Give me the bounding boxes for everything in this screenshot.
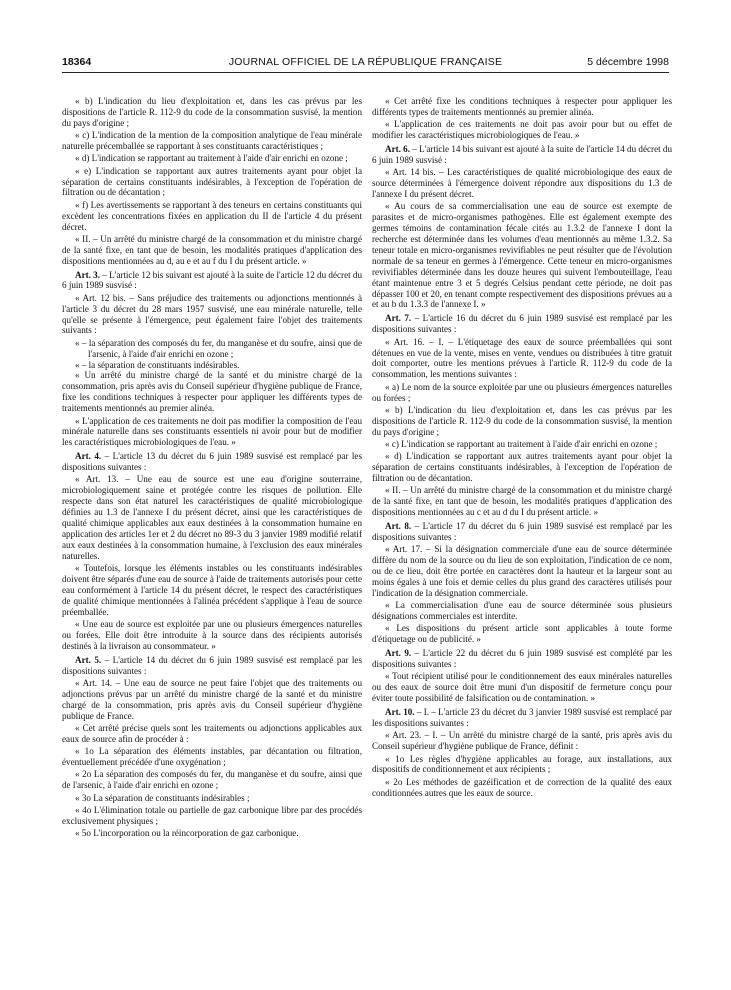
article-paragraph (372, 313, 672, 335)
list-item: « – la séparation de constituants indésirables. (75, 359, 240, 370)
paragraph: « Toutefois, lorsque les éléments instables ou les constituants indésirables doivent être séparés d'une eau de source à l'aide de traitements autorisés pour cette eau conformément à l'article 14 du présent décret, le respect des caractéristiques de qualité chimique mentionnées à l'alinéa précédent s'applique à l'eau de source préemballée. (62, 563, 362, 617)
article-paragraph (372, 648, 672, 670)
article-label: Art. 9. (385, 648, 412, 659)
article-paragraph (372, 144, 672, 166)
article-label: Art. 5. (75, 654, 102, 665)
paragraph: « Art. 14. – Une eau de source ne peut faire l'objet que des traitements ou adjonctions prévus par un arrêté du ministre chargé de la santé et du ministre chargé de la consommation, pris après avis du Conseil supérieur d'hygiène publique de France. (62, 677, 362, 721)
page-header (62, 56, 669, 73)
paragraph: « c) L'indication se rapportant au traitement à l'aide d'air enrichi en ozone ; (385, 438, 658, 449)
paragraph: « Art. 12 bis. – Sans préjudice des traitements ou adjonctions mentionnés à l'article 3 du décret du 28 mars 1957 susvisé, une eau minérale naturelle, telle qu'elle se présente à l'émergence, peut également faire l'objet des traitements suivants : (62, 292, 362, 336)
article-text: – I. – L'article 23 du décret du 3 janvier 1989 susvisé est remplacé par les dispositions suivantes : (372, 707, 672, 729)
paragraph: « f) Les avertissements se rapportant à des teneurs en certains constituants qui excèdent les concentrations fixées en application du II de l'article 4 du présent décret. (62, 199, 362, 232)
article-label: Art. 6. (385, 144, 411, 155)
article-text: – L'article 13 du décret du 6 juin 1989 susvisé est remplacé par les dispositions suivantes : (62, 451, 362, 473)
paragraph: « Cet arrêté précise quels sont les traitements ou adjonctions applicables aux eaux de source afin de procéder à : (62, 722, 362, 744)
paragraph: « Art. 13. – Une eau de source est une eau d'origine souterraine, microbiologiquement saine et protégée contre les risques de pollution. Elle respecte dans son état naturel les caractéristiques de qualité microbiologique définies au 1.3 de l'annexe I du présent décret, ainsi que les caractéristiques de qualité chimique applicables aux eaux destinées à la consommation humaine en application des articles 1er et 2 du décret no 89-3 du 3 janvier 1989 modifié relatif aux eaux destinées à la consommation humaine, à l'exclusion des eaux minérales naturelles. (62, 474, 362, 561)
paragraph: « La commercialisation d'une eau de source déterminée sous plusieurs désignations commerciales est interdite. (372, 600, 672, 622)
article-label: Art. 3. (75, 269, 101, 280)
article-text: – L'article 14 bis suivant est ajouté à la suite de l'article 14 du décret du 6 juin 1989 susvisé : (372, 144, 673, 165)
paragraph: « Au cours de sa commercialisation une eau de source est exempte de parasites et de micro-organismes pathogènes. Elle est également exempte des germes témoins de contamination fécale cités au 1.3.2 de l'annexe I dont la recherche est déterminée dans les volumes d'eau mentionnés au même 1.3.2. Sa teneur totale en micro-organismes revivifiables ne peut résulter que de l'évolution normale de sa teneur en germes à l'émergence. Cette teneur en micro-organismes revivifiables déterminée dans les douze heures qui suivent l'embouteillage, l'eau étant maintenue entre 3 et 5 degrés Celsius pendant cette période, ne doit pas dépasser 100 et 20, en tenant compte respectivement des dispositions prévues au a et au b du 1.3.3 de l'annexe I. » (372, 201, 672, 310)
right-column (372, 96, 672, 800)
paragraph: « a) Le nom de la source exploitée par une ou plusieurs émergences naturelles ou forées ; (372, 381, 672, 403)
article-text: – L'article 22 du décret du 6 juin 1989 susvisé est complété par les dispositions suivantes : (372, 648, 673, 670)
article-paragraph (62, 655, 362, 677)
article-text: – L'article 12 bis suivant est ajouté à la suite de l'article 12 du décret du 6 juin 1989 susvisé : (62, 269, 363, 291)
paragraph: « 3o La séparation de constituants indésirables ; (75, 792, 250, 803)
paragraph: « c) L'indication de la mention de la composition analytique de l'eau minérale naturelle précemballée se rapportant à ses constituants caractéristiques ; (62, 130, 362, 152)
paragraph: « 1o Les règles d'hygiène applicables au forage, aux installations, aux dispositifs de conditionnement et aux récipients ; (372, 753, 672, 775)
paragraph: « Art. 23. – I. – Un arrêté du ministre chargé de la santé, pris après avis du Conseil supérieur d'hygiène publique de France, définit : (372, 730, 672, 752)
article-paragraph (62, 451, 362, 473)
paragraph: « Art. 14 bis. – Les caractéristiques de qualité microbiologique des eaux de source déterminées à l'émergence doivent répondre aux dispositions du 1.3 de l'annexe I du présent décret. (372, 167, 672, 200)
list-item: « – la séparation des composés du fer, du manganèse et du soufre, ainsi que de l'arsenic, à l'aide d'air enrichi en ozone ; (75, 337, 362, 359)
article-text: – L'article 16 du décret du 6 juin 1989 susvisé est remplacé par les dispositions suivantes : (372, 313, 672, 335)
paragraph: « Tout récipient utilisé pour le conditionnement des eaux minérales naturelles ou des eaux de source doit être muni d'un dispositif de fermeture conçu pour éviter toute possibilité de falsification ou de contamination. » (372, 671, 672, 704)
article-paragraph (372, 521, 672, 543)
article-label: Art. 4. (75, 451, 102, 462)
publication-date: 5 décembre 1998 (587, 56, 669, 68)
paragraph: « Art. 16. – I. – L'étiquetage des eaux de source préemballées qui sont détenues en vue de la vente, mises en vente, vendues ou distribuées à titre gratuit doit comporter, outre les mentions prévues à l'article R. 112-9 du code de la consommation, les mentions suivantes : (372, 336, 672, 380)
journal-title: JOURNAL OFFICIEL DE LA RÉPUBLIQUE FRANÇAISE (228, 56, 503, 68)
paragraph: « d) L'indication se rapportant aux autres traitements ayant pour objet la séparation de certains constituants indésirables, à l'exception de l'opération de filtration ou de décantation. (372, 451, 672, 484)
article-text: – L'article 14 du décret du 6 juin 1989 susvisé est remplacé par les dispositions suivantes : (62, 654, 362, 676)
paragraph: « Un arrêté du ministre chargé de la santé et du ministre chargé de la consommation, pris après avis du Conseil supérieur d'hygiène publique de France, fixe les conditions techniques à respecter pour appliquer les différents types de traitements mentionnés au premier alinéa. (62, 370, 362, 414)
paragraph: « II. – Un arrêté du ministre chargé de la consommation et du ministre chargé de la santé fixe, en tant que de besoin, les modalités pratiques d'application des dispositions mentionnées au c et au d du I du présent article. » (372, 485, 672, 518)
left-column (62, 96, 362, 840)
article-paragraph (372, 707, 672, 729)
article-label: Art. 10. (385, 707, 415, 718)
paragraph: « II. – Un arrêté du ministre chargé de la consommation et du ministre chargé de la santé fixe, en tant que de besoin, les modalités pratiques d'application des dispositions mentionnées au d, au e et au f du I du présent article. » (62, 233, 362, 266)
paragraph: « Cet arrêté fixe les conditions techniques à respecter pour appliquer les différents types de traitements mentionnés au premier alinéa. (372, 96, 672, 117)
paragraph: « Art. 17. – Si la désignation commerciale d'une eau de source déterminée diffère du nom de la source ou du lieu de son exploitation, l'indication de ce nom, ou de ce lieu, doit être portée en caractères dont la hauteur et la largeur sont au moins égales à une fois et demie celles du plus grand des caractères utilisés pour l'indication de la désignation commerciale. (372, 544, 672, 598)
paragraph: « d) L'indication se rapportant au traitement à l'aide d'air enrichi en ozone ; (75, 153, 348, 164)
paragraph: « L'application de ces traitements ne doit pas modifier la composition de l'eau minérale naturelle dans ses constituants essentiels ni avoir pour but de modifier les caractéristiques microbiologiques de l'eau. » (62, 415, 362, 448)
paragraph: « L'application de ces traitements ne doit pas avoir pour but ou effet de modifier les caractéristiques microbiologiques de l'eau. » (372, 119, 672, 141)
paragraph: « Une eau de source est exploitée par une ou plusieurs émergences naturelles ou forées. Elle doit être introduite à la source dans des récipients autorisés destinés à la livraison au consommateur. » (62, 618, 362, 651)
article-paragraph (62, 270, 362, 292)
paragraph: « 2o La séparation des composés du fer, du manganèse et du soufre, ainsi que de l'arsenic, à l'aide d'air enrichi en ozone ; (62, 769, 362, 791)
paragraph: « 2o Les méthodes de gazéification et de correction de la qualité des eaux conditionnées autres que les eaux de source. (372, 776, 672, 798)
paragraph: « b) L'indication du lieu d'exploitation et, dans les cas prévus par les dispositions de l'article R. 112-9 du code de la consommation susvisé, la mention du pays d'origine ; (62, 96, 362, 128)
page-number: 18364 (62, 56, 92, 68)
paragraph: « Les dispositions du présent article sont applicables à toute forme d'étiquetage ou de publicité. » (372, 623, 672, 645)
paragraph: « 4o L'élimination totale ou partielle de gaz carbonique libre par des procédés exclusivement physiques ; (62, 804, 362, 826)
article-label: Art. 8. (385, 521, 412, 532)
paragraph: « 1o La séparation des éléments instables, par décantation ou filtration, éventuellement précédée d'une oxygénation ; (62, 746, 362, 768)
paragraph: « b) L'indication du lieu d'exploitation et, dans les cas prévus par les dispositions de l'article R. 112-9 du code de la consommation susvisé, la mention du pays d'origine ; (372, 404, 672, 437)
paragraph: « e) L'indication se rapportant aux autres traitements ayant pour objet la séparation de certains constituants indésirables, à l'exception de l'opération de filtration ou de décantation ; (62, 165, 362, 198)
paragraph: « 5o L'incorporation ou la réincorporation de gaz carbonique. (75, 828, 299, 839)
article-label: Art. 7. (385, 313, 412, 324)
article-text: – L'article 17 du décret du 6 juin 1989 susvisé est remplacé par les dispositions suivantes : (372, 521, 672, 542)
